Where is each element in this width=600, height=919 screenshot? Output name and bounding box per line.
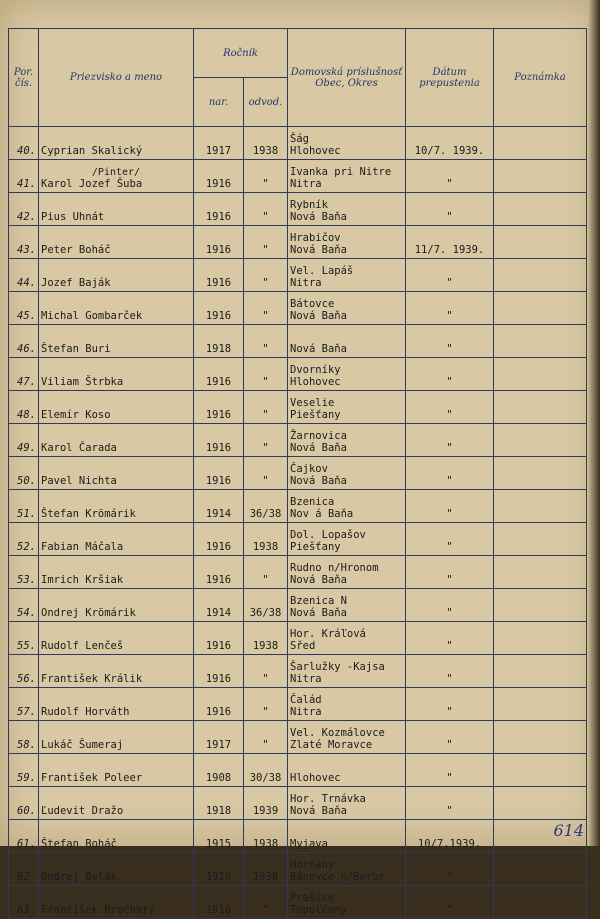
draft-year: " [244, 391, 288, 424]
name-text: Ondrej Belák [41, 871, 117, 883]
district: Nitra [290, 277, 322, 289]
home-municipality [288, 523, 406, 556]
note-cell [494, 655, 587, 688]
district: Sřed [290, 640, 316, 652]
note-cell [494, 358, 587, 391]
name-text: Rudolf Lenčeš [41, 640, 124, 652]
table-row [9, 754, 587, 787]
draft-year: 36/38 [244, 490, 288, 523]
draft-year: " [244, 325, 288, 358]
district: Bánovce n/Berbr [290, 871, 385, 883]
header-born: nar. [194, 78, 244, 127]
home-municipality [288, 292, 406, 325]
note-cell [494, 787, 587, 820]
note-cell [494, 721, 587, 754]
page-edge [588, 0, 600, 846]
district: Nitra [290, 178, 322, 190]
district: Piešťany [290, 541, 341, 553]
birth-year: 1916 [194, 523, 244, 556]
municipality: Myjava [290, 838, 328, 850]
row-number: 63. [9, 886, 39, 919]
note-cell [494, 688, 587, 721]
table-row [9, 325, 587, 358]
row-number: 50. [9, 457, 39, 490]
page-number: 614 [553, 821, 584, 840]
draft-year: 1939 [244, 787, 288, 820]
table-row [9, 886, 587, 919]
birth-year: 1916 [194, 292, 244, 325]
table-row [9, 787, 587, 820]
draft-year: " [244, 457, 288, 490]
person-name [39, 655, 194, 688]
municipality: Nová Baňa [290, 343, 347, 355]
row-number: 53. [9, 556, 39, 589]
note-cell [494, 127, 587, 160]
person-name [39, 325, 194, 358]
table-row [9, 721, 587, 754]
person-name [39, 127, 194, 160]
release-date: 11/7. 1939. [406, 226, 494, 259]
municipality: Prašice [290, 892, 335, 904]
home-municipality [288, 193, 406, 226]
person-name [39, 886, 194, 919]
table-row [9, 853, 587, 886]
home-municipality [288, 589, 406, 622]
name-text: Imrich Kršiak [41, 574, 124, 586]
row-number: 57. [9, 688, 39, 721]
home-municipality [288, 622, 406, 655]
row-number: 49. [9, 424, 39, 457]
release-date: " [406, 589, 494, 622]
district: Hlohovec [290, 376, 341, 388]
person-name [39, 391, 194, 424]
home-municipality [288, 721, 406, 754]
name-text: František Bruchatý [41, 904, 155, 916]
person-name [39, 523, 194, 556]
note-cell [494, 556, 587, 589]
draft-year: 36/38 [244, 589, 288, 622]
municipality: Dol. Lopašov [290, 529, 366, 541]
birth-year: 1916 [194, 193, 244, 226]
municipality: Horňany [290, 859, 335, 871]
release-date: " [406, 853, 494, 886]
table-row [9, 688, 587, 721]
draft-year: 1938 [244, 622, 288, 655]
person-name [39, 193, 194, 226]
release-date: " [406, 424, 494, 457]
name-text: František Poleer [41, 772, 143, 784]
name-text: Viliam Štrbka [41, 376, 124, 388]
name-text: Pius Uhnát [41, 211, 105, 223]
draft-year: " [244, 160, 288, 193]
district: Nov á Baňa [290, 508, 354, 520]
home-municipality [288, 754, 406, 787]
row-number: 47. [9, 358, 39, 391]
draft-year: 1938 [244, 853, 288, 886]
birth-year: 1916 [194, 160, 244, 193]
home-municipality [288, 688, 406, 721]
table-row [9, 589, 587, 622]
person-name [39, 457, 194, 490]
release-date: " [406, 886, 494, 919]
district: Nová Baňa [290, 475, 347, 487]
release-date: " [406, 787, 494, 820]
table-row [9, 292, 587, 325]
person-name [39, 490, 194, 523]
birth-year: 1916 [194, 457, 244, 490]
row-number: 51. [9, 490, 39, 523]
release-date: " [406, 523, 494, 556]
draft-year: " [244, 721, 288, 754]
draft-year: " [244, 358, 288, 391]
table-row [9, 127, 587, 160]
home-municipality [288, 886, 406, 919]
table-row [9, 622, 587, 655]
release-date: " [406, 754, 494, 787]
district: Topoľčany [290, 904, 347, 916]
release-date: " [406, 259, 494, 292]
home-municipality [288, 160, 406, 193]
draft-year: " [244, 226, 288, 259]
district: Nová Baňa [290, 805, 347, 817]
district: Nitra [290, 706, 322, 718]
release-date: " [406, 358, 494, 391]
birth-year: 1916 [194, 622, 244, 655]
release-date: " [406, 391, 494, 424]
home-municipality [288, 226, 406, 259]
municipality: Šág [290, 133, 309, 145]
birth-year: 1916 [194, 853, 244, 886]
table-row [9, 490, 587, 523]
birth-year: 1916 [194, 259, 244, 292]
birth-year: 1916 [194, 226, 244, 259]
municipality: Rudno n/Hronom [290, 562, 379, 574]
name-text: Ľudevit Dražo [41, 805, 124, 817]
name-text: Rudolf Horváth [41, 706, 130, 718]
note-cell [494, 490, 587, 523]
name-text: Karol Čarada [41, 442, 117, 454]
municipality: Veselie [290, 397, 335, 409]
row-number: 41. [9, 160, 39, 193]
home-municipality [288, 490, 406, 523]
municipality: Hor. Kráľová [290, 628, 366, 640]
municipality: Čalád [290, 694, 322, 706]
row-number: 59. [9, 754, 39, 787]
municipality: Žarnovica [290, 430, 347, 442]
district: Nitra [290, 673, 322, 685]
name-text: Pavel Nichta [41, 475, 117, 487]
header-name: Priezvisko a meno [39, 29, 194, 127]
birth-year: 1915 [194, 820, 244, 853]
person-name [39, 292, 194, 325]
release-date: " [406, 622, 494, 655]
note-cell [494, 457, 587, 490]
row-number: 48. [9, 391, 39, 424]
district: Nová Baňa [290, 607, 347, 619]
row-number: 54. [9, 589, 39, 622]
municipality: Bzenica N [290, 595, 347, 607]
home-municipality [288, 358, 406, 391]
release-date: " [406, 457, 494, 490]
draft-year: " [244, 655, 288, 688]
note-cell [494, 160, 587, 193]
table-row [9, 160, 587, 193]
name-text: Lukáč Šumeraj [41, 739, 124, 751]
row-number: 43. [9, 226, 39, 259]
person-name [39, 226, 194, 259]
note-cell [494, 226, 587, 259]
birth-year: 1914 [194, 589, 244, 622]
release-date: 10/7. 1939. [406, 127, 494, 160]
row-number: 40. [9, 127, 39, 160]
draft-year: " [244, 556, 288, 589]
note-cell [494, 424, 587, 457]
person-name [39, 853, 194, 886]
row-number: 52. [9, 523, 39, 556]
row-number: 56. [9, 655, 39, 688]
birth-year: 1917 [194, 721, 244, 754]
district: Nová Baňa [290, 574, 347, 586]
name-text: Štefan Krömárik [41, 508, 136, 520]
name-text: Štefan Buri [41, 343, 111, 355]
note-cell [494, 193, 587, 226]
note-cell [494, 259, 587, 292]
district: Nová Baňa [290, 244, 347, 256]
home-municipality [288, 787, 406, 820]
table-row [9, 391, 587, 424]
release-date: " [406, 556, 494, 589]
person-name [39, 820, 194, 853]
birth-year: 1914 [194, 490, 244, 523]
row-number: 60. [9, 787, 39, 820]
register-table [8, 28, 587, 919]
note-cell [494, 523, 587, 556]
draft-year: 1938 [244, 127, 288, 160]
municipality: Čajkov [290, 463, 328, 475]
draft-year: 30/38 [244, 754, 288, 787]
municipality: Hlohovec [290, 772, 341, 784]
row-number: 58. [9, 721, 39, 754]
home-municipality [288, 127, 406, 160]
header-release-date: Dátum prepustenia [406, 29, 494, 127]
person-name [39, 358, 194, 391]
release-date: " [406, 292, 494, 325]
home-municipality [288, 853, 406, 886]
release-date: " [406, 721, 494, 754]
person-name [39, 424, 194, 457]
table-row [9, 193, 587, 226]
note-cell [494, 886, 587, 919]
district: Zlaté Moravce [290, 739, 373, 751]
district: Hlohovec [290, 145, 341, 157]
person-name [39, 589, 194, 622]
name-text: Fabian Máčala [41, 541, 124, 553]
release-date: " [406, 688, 494, 721]
home-municipality [288, 391, 406, 424]
home-municipality [288, 325, 406, 358]
note-cell [494, 391, 587, 424]
person-name [39, 259, 194, 292]
release-date: " [406, 490, 494, 523]
person-name [39, 721, 194, 754]
name-text: Štefan Boháč [41, 838, 117, 850]
person-name [39, 754, 194, 787]
register-rows [9, 127, 587, 919]
draft-year: " [244, 886, 288, 919]
person-name [39, 787, 194, 820]
row-number: 61. [9, 820, 39, 853]
table-row [9, 655, 587, 688]
municipality: Hrabičov [290, 232, 341, 244]
district: Nová Baňa [290, 442, 347, 454]
birth-year: 1918 [194, 787, 244, 820]
header-birth-year: Ročník [194, 29, 288, 78]
table-row [9, 226, 587, 259]
row-number: 55. [9, 622, 39, 655]
name-text: Ondrej Krömárik [41, 607, 136, 619]
municipality: Šarlužky -Kajsa [290, 661, 385, 673]
table-row [9, 424, 587, 457]
district: Nová Baňa [290, 211, 347, 223]
draft-year: " [244, 688, 288, 721]
row-number: 42. [9, 193, 39, 226]
district: Piešťany [290, 409, 341, 421]
municipality: Rybník [290, 199, 328, 211]
home-municipality [288, 259, 406, 292]
draft-year: " [244, 292, 288, 325]
name-text: Cyprian Skalický [41, 145, 143, 157]
table-row [9, 556, 587, 589]
release-date: " [406, 193, 494, 226]
row-number: 44. [9, 259, 39, 292]
header-note: Poznámka [494, 29, 587, 127]
release-date: " [406, 160, 494, 193]
home-municipality [288, 820, 406, 853]
birth-year: 1916 [194, 358, 244, 391]
header-number: Por. čís. [9, 29, 39, 127]
note-cell [494, 622, 587, 655]
row-number: 45. [9, 292, 39, 325]
birth-year: 1916 [194, 424, 244, 457]
release-date: " [406, 655, 494, 688]
note-cell [494, 853, 587, 886]
alias-note: /Pinter/ [91, 167, 141, 178]
birth-year: 1916 [194, 391, 244, 424]
person-name [39, 160, 194, 193]
release-date: " [406, 325, 494, 358]
home-municipality [288, 556, 406, 589]
row-number: 62. [9, 853, 39, 886]
municipality: Bzenica [290, 496, 335, 508]
table-row [9, 523, 587, 556]
name-text: František Králik [41, 673, 143, 685]
name-text: Jozef Baják [41, 277, 111, 289]
draft-year: " [244, 193, 288, 226]
draft-year: " [244, 259, 288, 292]
draft-year: 1938 [244, 820, 288, 853]
release-date: 10/7.1939. [406, 820, 494, 853]
municipality: Hor. Trnávka [290, 793, 366, 805]
birth-year: 1916 [194, 886, 244, 919]
birth-year: 1918 [194, 325, 244, 358]
person-name [39, 556, 194, 589]
header-drafted: odvod. [244, 78, 288, 127]
birth-year: 1908 [194, 754, 244, 787]
note-cell [494, 589, 587, 622]
note-cell [494, 754, 587, 787]
draft-year: " [244, 424, 288, 457]
municipality: Bátovce [290, 298, 335, 310]
note-cell [494, 325, 587, 358]
birth-year: 1916 [194, 688, 244, 721]
table-row [9, 358, 587, 391]
birth-year: 1916 [194, 655, 244, 688]
name-text: Elemír Koso [41, 409, 111, 421]
home-municipality [288, 457, 406, 490]
home-municipality [288, 424, 406, 457]
name-text: Peter Boháč [41, 244, 111, 256]
municipality: Vel. Lapáš [290, 265, 354, 277]
municipality: Dvorníky [290, 364, 341, 376]
municipality: Vel. Kozmálovce [290, 727, 385, 739]
table-row [9, 820, 587, 853]
row-number: 46. [9, 325, 39, 358]
home-municipality [288, 655, 406, 688]
district: Nová Baňa [290, 310, 347, 322]
draft-year: 1938 [244, 523, 288, 556]
birth-year: 1917 [194, 127, 244, 160]
name-text: Michal Gombarček [41, 310, 143, 322]
municipality: Ivanka pri Nitre [290, 166, 392, 178]
note-cell [494, 292, 587, 325]
person-name [39, 688, 194, 721]
table-row [9, 259, 587, 292]
person-name [39, 622, 194, 655]
name-text: Karol Jozef Šuba [41, 178, 143, 190]
birth-year: 1916 [194, 556, 244, 589]
header-home: Domovská príslušnosť Obec, Okres [288, 29, 406, 127]
table-row [9, 457, 587, 490]
